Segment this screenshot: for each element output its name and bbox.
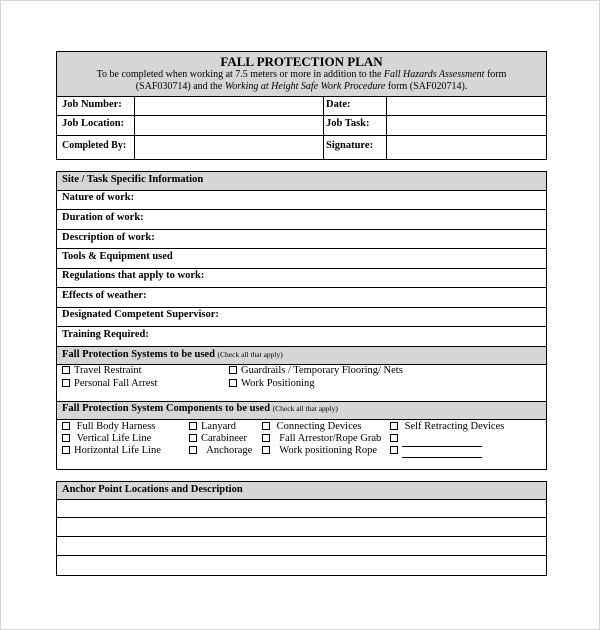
option-anchorage[interactable]: Anchorage	[189, 445, 252, 456]
form-title: FALL PROTECTION PLAN	[220, 54, 383, 69]
checkbox[interactable]	[62, 434, 70, 442]
checkbox[interactable]	[390, 446, 398, 454]
job-task-field[interactable]	[387, 116, 545, 134]
row-duration-of-work[interactable]: Duration of work:	[62, 212, 144, 223]
row-nature-of-work[interactable]: Nature of work:	[62, 192, 135, 203]
job-task-label: Job Task:	[326, 118, 370, 129]
job-number-field[interactable]	[135, 97, 322, 114]
option-horizontal-life-line[interactable]: Horizontal Life Line	[62, 445, 161, 456]
row-tools-equipment[interactable]: Tools & Equipment used	[62, 251, 173, 262]
job-location-label: Job Location:	[62, 118, 125, 129]
option-carabineer[interactable]: Carabineer	[189, 433, 247, 444]
anchor-heading: Anchor Point Locations and Description	[62, 484, 243, 495]
form-subtitle-line2: (SAF030714) and the Working at Height Safe Work Procedure form (SAF020714).	[135, 81, 468, 92]
checkbox[interactable]	[62, 379, 70, 387]
date-field[interactable]	[387, 97, 545, 114]
option-guardrails[interactable]: Guardrails / Temporary Flooring/ Nets	[229, 365, 403, 376]
signature-field[interactable]	[387, 136, 545, 159]
header-box	[56, 51, 547, 160]
anchor-box	[56, 481, 547, 576]
option-full-body-harness[interactable]: Full Body Harness	[62, 421, 155, 432]
checkbox[interactable]	[262, 422, 270, 430]
checkbox[interactable]	[390, 434, 398, 442]
components-heading: Fall Protection System Components to be used (Check all that apply)	[62, 403, 338, 414]
anchor-row[interactable]	[57, 518, 546, 536]
option-vertical-life-line[interactable]: Vertical Life Line	[62, 433, 151, 444]
option-fall-arrestor[interactable]: Fall Arrestor/Rope Grab	[262, 433, 381, 444]
checkbox[interactable]	[189, 434, 197, 442]
option-lanyard[interactable]: Lanyard	[189, 421, 236, 432]
option-work-positioning[interactable]: Work Positioning	[229, 378, 315, 389]
option-connecting-devices[interactable]: Connecting Devices	[262, 421, 361, 432]
checkbox[interactable]	[62, 366, 70, 374]
checkbox[interactable]	[262, 446, 270, 454]
blank-line-2[interactable]	[402, 457, 482, 458]
job-location-field[interactable]	[135, 116, 322, 134]
completed-by-label: Completed By:	[62, 140, 127, 151]
checkbox[interactable]	[229, 366, 237, 374]
anchor-row[interactable]	[57, 556, 546, 575]
systems-heading: Fall Protection Systems to be used (Check all that apply)	[62, 349, 283, 360]
option-self-retracting-devices[interactable]: Self Retracting Devices	[390, 421, 504, 432]
row-training-required[interactable]: Training Required:	[62, 329, 149, 340]
checkbox[interactable]	[390, 422, 398, 430]
checkbox[interactable]	[189, 422, 197, 430]
form-subtitle-line1: To be completed when working at 7.5 meters or more in addition to the Fall Hazards Assessment form	[96, 69, 507, 80]
anchor-row[interactable]	[57, 537, 546, 555]
job-number-label: Job Number:	[62, 99, 122, 110]
option-work-positioning-rope[interactable]: Work positioning Rope	[262, 445, 377, 456]
blank-line-1[interactable]	[402, 446, 482, 447]
row-effects-of-weather[interactable]: Effects of weather:	[62, 290, 147, 301]
anchor-row[interactable]	[57, 500, 546, 517]
row-regulations[interactable]: Regulations that apply to work:	[62, 270, 205, 281]
row-competent-supervisor[interactable]: Designated Competent Supervisor:	[62, 309, 219, 320]
site-heading: Site / Task Specific Information	[62, 174, 204, 185]
option-travel-restraint[interactable]: Travel Restraint	[62, 365, 142, 376]
date-label: Date:	[326, 99, 351, 110]
checkbox[interactable]	[189, 446, 197, 454]
signature-label: Signature:	[326, 140, 374, 151]
site-task-box	[56, 171, 547, 470]
option-blank-2[interactable]	[390, 445, 402, 456]
checkbox[interactable]	[62, 446, 70, 454]
checkbox[interactable]	[62, 422, 70, 430]
option-personal-fall-arrest[interactable]: Personal Fall Arrest	[62, 378, 157, 389]
checkbox[interactable]	[229, 379, 237, 387]
option-blank-1[interactable]	[390, 433, 402, 444]
checkbox[interactable]	[262, 434, 270, 442]
row-description-of-work[interactable]: Description of work:	[62, 232, 155, 243]
completed-by-field[interactable]	[135, 136, 322, 159]
